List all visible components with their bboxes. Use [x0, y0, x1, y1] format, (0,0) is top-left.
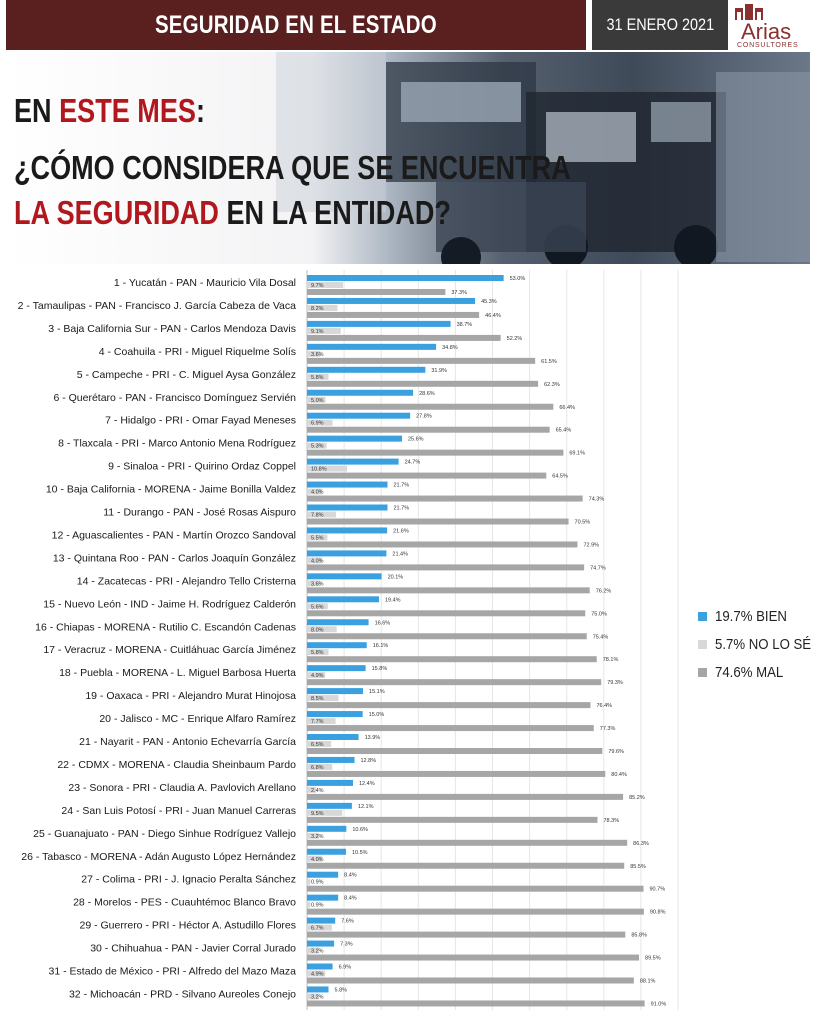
- value-label-nolose: 8.0%: [311, 627, 324, 634]
- value-label-mal: 65.4%: [555, 427, 572, 434]
- bar-bien: [307, 436, 402, 442]
- legend-swatch-nolose: [698, 640, 707, 649]
- value-label-mal: 86.3%: [633, 840, 649, 847]
- bar-bien: [307, 734, 359, 740]
- value-label-bien: 8.4%: [344, 895, 357, 902]
- value-label-mal: 78.3%: [603, 817, 620, 824]
- bar-bien: [307, 803, 352, 809]
- legend-swatch-mal: [698, 668, 707, 677]
- category-label: 19 - Oaxaca - PRI - Alejandro Murat Hinojosa: [85, 690, 296, 703]
- bar-mal: [307, 358, 535, 364]
- category-label: 21 - Nayarit - PAN - Antonio Echevarría García: [79, 736, 296, 748]
- bar-mal: [307, 541, 577, 547]
- value-label-mal: 62.3%: [544, 381, 560, 388]
- category-label: 25 - Guanajuato - PAN - Diego Sinhue Rodríguez Vallejo: [33, 827, 296, 840]
- logo-subtitle: CONSULTORES: [737, 42, 799, 49]
- value-label-nolose: 5.8%: [311, 374, 324, 381]
- bar-bien: [307, 941, 334, 947]
- value-label-nolose: 5.6%: [311, 604, 324, 611]
- value-label-nolose: 3.2%: [311, 833, 324, 840]
- legend-label-mal: 74.6% MAL: [715, 663, 784, 681]
- value-label-nolose: 3.6%: [311, 351, 324, 358]
- value-label-nolose: 6.7%: [311, 925, 324, 932]
- bar-mal: [307, 312, 479, 318]
- value-label-mal: 61.5%: [541, 358, 557, 365]
- question-banner: [6, 52, 810, 264]
- value-label-mal: 79.3%: [607, 680, 623, 687]
- legend-swatch-bien: [698, 612, 707, 621]
- value-label-bien: 21.4%: [392, 551, 409, 558]
- value-label-nolose: 4.9%: [311, 673, 324, 680]
- category-label: 29 - Guerrero - PRI - Héctor A. Astudillo Flores: [79, 919, 296, 932]
- category-label: 18 - Puebla - MORENA - L. Miguel Barbosa Huerta: [59, 667, 296, 680]
- title-band: [6, 0, 586, 50]
- value-label-nolose: 3.2%: [311, 948, 324, 955]
- value-label-bien: 28.6%: [419, 390, 435, 397]
- bar-mal: [307, 450, 563, 456]
- value-label-bien: 24.7%: [404, 459, 421, 466]
- category-label: 20 - Jalisco - MC - Enrique Alfaro Ramírez: [99, 713, 296, 726]
- bar-bien: [307, 986, 329, 992]
- category-label: 1 - Yucatán - PAN - Mauricio Vila Dosal: [113, 277, 296, 289]
- value-label-nolose: 3.2%: [311, 994, 324, 1001]
- value-label-bien: 13.9%: [364, 735, 381, 741]
- category-label: 5 - Campeche - PRI - C. Miguel Aysa González: [76, 368, 296, 381]
- category-label: 4 - Coahuila - PRI - Miguel Riquelme Solís: [98, 345, 296, 358]
- bar-bien: [307, 459, 399, 465]
- bar-bien: [307, 780, 353, 786]
- question-este-mes: ESTE MES: [59, 92, 196, 129]
- value-label-mal: 75.0%: [591, 611, 607, 618]
- value-label-bien: 12.4%: [359, 780, 375, 787]
- bar-bien: [307, 826, 346, 832]
- value-label-bien: 15.8%: [371, 666, 388, 673]
- value-label-nolose: 0.9%: [311, 879, 324, 886]
- value-label-bien: 19.4%: [384, 597, 401, 604]
- bar-mal: [307, 886, 643, 892]
- bar-nolose: [307, 879, 310, 885]
- bar-mal: [307, 1000, 645, 1006]
- bar-mal: [307, 932, 625, 938]
- legend-label-nolose: 5.7% NO LO SÉ: [715, 635, 812, 653]
- bar-mal: [307, 863, 624, 869]
- value-label-nolose: 9.5%: [311, 810, 324, 817]
- bar-mal: [307, 633, 587, 639]
- category-label: 2 - Tamaulipas - PAN - Francisco J. García Cabeza de Vaca: [17, 299, 296, 312]
- value-label-mal: 79.6%: [608, 749, 624, 755]
- bar-bien: [307, 321, 451, 327]
- category-label: 27 - Colima - PRI - J. Ignacio Peralta Sánchez: [81, 873, 296, 886]
- category-label: 26 - Tabasco - MORENA - Adán Augusto López Hernández: [21, 850, 296, 863]
- value-label-bien: 7.6%: [341, 918, 354, 925]
- bar-mal: [307, 725, 594, 731]
- category-label: 24 - San Luis Potosí - PRI - Juan Manuel Carreras: [61, 804, 296, 817]
- value-label-nolose: 7.7%: [311, 719, 324, 726]
- value-label-bien: 15.0%: [368, 712, 385, 719]
- bar-mal: [307, 564, 584, 570]
- value-label-nolose: 6.9%: [311, 420, 324, 427]
- bar-mal: [307, 909, 644, 915]
- bar-bien: [307, 619, 369, 625]
- value-label-nolose: 7.8%: [311, 512, 324, 519]
- bar-bien: [307, 872, 338, 878]
- category-label: 31 - Estado de México - PRI - Alfredo del Mazo Maza: [48, 965, 296, 978]
- bar-mal: [307, 289, 445, 295]
- bar-bien: [307, 688, 363, 694]
- bar-bien: [307, 964, 333, 970]
- value-label-mal: 77.3%: [599, 726, 616, 733]
- bar-bien: [307, 757, 354, 763]
- value-label-bien: 31.9%: [431, 367, 447, 374]
- legend-item-mal: [698, 662, 793, 682]
- page-title: SEGURIDAD EN EL ESTADO: [155, 10, 437, 39]
- value-label-mal: 85.5%: [630, 863, 646, 870]
- bar-bien: [307, 895, 338, 901]
- category-label: 17 - Veracruz - MORENA - Cuitláhuac García Jiménez: [43, 644, 296, 657]
- value-label-bien: 27.8%: [416, 413, 432, 420]
- value-label-bien: 5.8%: [334, 987, 348, 994]
- value-label-mal: 74.3%: [588, 496, 605, 503]
- question-colon: :: [195, 92, 205, 129]
- value-label-nolose: 4.0%: [311, 489, 324, 496]
- bar-bien: [307, 505, 388, 511]
- value-label-mal: 66.4%: [559, 404, 575, 411]
- value-label-nolose: 6.5%: [311, 742, 324, 748]
- value-label-nolose: 2.4%: [311, 787, 324, 794]
- value-label-bien: 6.9%: [338, 964, 352, 971]
- brand-logo: [733, 2, 813, 48]
- bar-bien: [307, 596, 379, 602]
- value-label-mal: 80.4%: [611, 771, 627, 778]
- category-label: 22 - CDMX - MORENA - Claudia Sheinbaum Pardo: [57, 758, 296, 771]
- value-label-nolose: 5.8%: [311, 650, 324, 657]
- bar-mal: [307, 587, 590, 593]
- value-label-mal: 72.9%: [583, 542, 600, 549]
- value-label-bien: 8.4%: [344, 872, 357, 879]
- value-label-bien: 21.7%: [393, 482, 410, 489]
- value-label-mal: 37.3%: [451, 290, 467, 296]
- bar-mal: [307, 679, 601, 685]
- bar-bien: [307, 573, 382, 579]
- value-label-mal: 46.4%: [485, 312, 501, 319]
- value-label-mal: 74.7%: [590, 565, 606, 572]
- category-label: 12 - Aguascalientes - PAN - Martín Orozco Sandoval: [51, 529, 296, 542]
- bar-mal: [307, 978, 634, 984]
- bar-bien: [307, 711, 363, 717]
- bar-mal: [307, 794, 623, 800]
- value-label-mal: 89.5%: [645, 955, 661, 962]
- value-label-bien: 21.7%: [393, 505, 410, 512]
- value-label-nolose: 8.2%: [311, 305, 324, 312]
- category-label: 14 - Zacatecas - PRI - Alejandro Tello Cristerna: [76, 575, 296, 588]
- legend-item-nolose: [698, 634, 815, 654]
- value-label-bien: 38.7%: [456, 321, 473, 328]
- bar-mal: [307, 955, 639, 961]
- value-label-mal: 76.2%: [595, 588, 612, 595]
- category-label: 16 - Chiapas - MORENA - Rutilio C. Escandón Cadenas: [35, 621, 296, 634]
- value-label-mal: 88.1%: [639, 978, 656, 985]
- value-label-mal: 52.2%: [506, 335, 523, 342]
- bar-bien: [307, 550, 386, 556]
- bar-mal: [307, 496, 583, 502]
- question-line-2: ¿CÓMO CONSIDERA QUE SE ENCUENTRA: [14, 149, 571, 186]
- value-label-bien: 15.1%: [369, 689, 385, 696]
- bar-mal: [307, 610, 585, 616]
- question-line-3-rest: EN LA ENTIDAD?: [218, 194, 451, 231]
- value-label-nolose: 4.0%: [311, 558, 324, 565]
- bar-mal: [307, 748, 602, 754]
- question-line-1: [14, 92, 205, 130]
- question-line-3: [14, 194, 451, 232]
- category-label: 10 - Baja California - MORENA - Jaime Bonilla Valdez: [45, 483, 296, 496]
- category-label: 13 - Quintana Roo - PAN - Carlos Joaquín González: [52, 552, 296, 565]
- value-label-bien: 34.8%: [442, 344, 458, 351]
- value-label-mal: 78.1%: [602, 657, 619, 664]
- bar-bien: [307, 527, 387, 533]
- value-label-bien: 20.1%: [387, 574, 404, 581]
- value-label-nolose: 9.7%: [311, 283, 324, 289]
- value-label-nolose: 5.0%: [311, 397, 324, 404]
- value-label-bien: 7.3%: [340, 941, 353, 948]
- value-label-mal: 75.4%: [592, 634, 609, 641]
- value-label-nolose: 9.1%: [311, 328, 324, 335]
- value-label-nolose: 3.6%: [311, 581, 324, 588]
- value-label-bien: 10.6%: [352, 826, 368, 833]
- bar-mal: [307, 519, 569, 525]
- bar-mal: [307, 656, 597, 662]
- value-label-mal: 64.5%: [552, 473, 568, 480]
- value-label-mal: 90.8%: [649, 909, 666, 916]
- value-label-nolose: 0.9%: [311, 902, 324, 909]
- bar-mal: [307, 702, 590, 708]
- value-label-bien: 21.6%: [393, 528, 409, 535]
- bar-bien: [307, 275, 504, 281]
- category-label: 9 - Sinaloa - PRI - Quirino Ordaz Coppel: [108, 460, 296, 473]
- bar-bien: [307, 642, 367, 648]
- value-label-nolose: 10.8%: [311, 466, 327, 473]
- bar-bien: [307, 413, 410, 419]
- bar-mal: [307, 817, 597, 823]
- legend-item-bien: [698, 606, 797, 626]
- chart-svg: [0, 268, 815, 1024]
- security-chart: [0, 268, 815, 1024]
- bar-bien: [307, 482, 388, 488]
- bar-bien: [307, 344, 436, 350]
- value-label-mal: 90.7%: [649, 886, 666, 893]
- bar-nolose: [307, 902, 310, 908]
- header-bar: [0, 0, 815, 52]
- value-label-nolose: 4.0%: [311, 856, 324, 863]
- bar-bien: [307, 849, 346, 855]
- value-label-nolose: 5.3%: [311, 443, 324, 450]
- category-label: 8 - Tlaxcala - PRI - Marco Antonio Mena Rodríguez: [58, 437, 296, 450]
- bar-mal: [307, 427, 550, 433]
- category-label: 32 - Michoacán - PRD - Silvano Aureoles Conejo: [68, 988, 296, 1001]
- value-label-mal: 76.4%: [596, 703, 613, 710]
- value-label-mal: 85.2%: [629, 794, 645, 801]
- bar-mal: [307, 381, 538, 387]
- value-label-bien: 25.6%: [407, 436, 424, 443]
- value-label-bien: 16.1%: [372, 643, 389, 650]
- report-date: 31 ENERO 2021: [606, 15, 714, 34]
- value-label-bien: 16.6%: [374, 620, 391, 627]
- value-label-bien: 45.3%: [481, 298, 497, 305]
- category-label: 3 - Baja California Sur - PAN - Carlos Mendoza Davis: [48, 322, 296, 335]
- value-label-bien: 10.5%: [351, 849, 368, 856]
- value-label-nolose: 5.5%: [311, 535, 324, 542]
- value-label-mal: 70.5%: [574, 519, 591, 526]
- bar-mal: [307, 771, 605, 777]
- category-label: 30 - Chihuahua - PAN - Javier Corral Jurado: [90, 942, 296, 955]
- bar-bien: [307, 918, 335, 924]
- value-label-nolose: 4.9%: [311, 971, 324, 978]
- value-label-bien: 12.1%: [357, 803, 374, 810]
- category-label: 6 - Querétaro - PAN - Francisco Domínguez Servién: [53, 391, 296, 404]
- legend-label-bien: 19.7% BIEN: [715, 607, 787, 625]
- value-label-bien: 12.8%: [360, 757, 377, 764]
- bar-mal: [307, 404, 553, 410]
- category-label: 11 - Durango - PAN - José Rosas Aispuro: [103, 506, 296, 519]
- value-label-mal: 85.8%: [631, 932, 647, 939]
- value-label-mal: 69.1%: [569, 450, 585, 457]
- value-label-nolose: 8.5%: [311, 696, 324, 703]
- date-band: [592, 0, 728, 50]
- bar-mal: [307, 335, 501, 341]
- value-label-bien: 53.0%: [509, 276, 526, 282]
- bar-bien: [307, 298, 475, 304]
- question-la-seguridad: LA SEGURIDAD: [14, 194, 219, 231]
- category-label: 28 - Morelos - PES - Cuauhtémoc Blanco Bravo: [73, 896, 296, 909]
- value-label-nolose: 6.8%: [311, 764, 324, 771]
- category-label: 15 - Nuevo León - IND - Jaime H. Rodríguez Calderón: [43, 598, 296, 611]
- category-label: 23 - Sonora - PRI - Claudia A. Pavlovich Arellano: [68, 781, 296, 794]
- bar-bien: [307, 665, 366, 671]
- question-en: EN: [14, 92, 60, 129]
- bar-bien: [307, 390, 413, 396]
- bar-mal: [307, 473, 546, 479]
- bar-mal: [307, 840, 627, 846]
- logo-name: Arias: [741, 19, 792, 44]
- category-label: 7 - Hidalgo - PRI - Omar Fayad Meneses: [105, 414, 296, 427]
- value-label-mal: 91.0%: [650, 1001, 667, 1008]
- bar-bien: [307, 367, 425, 373]
